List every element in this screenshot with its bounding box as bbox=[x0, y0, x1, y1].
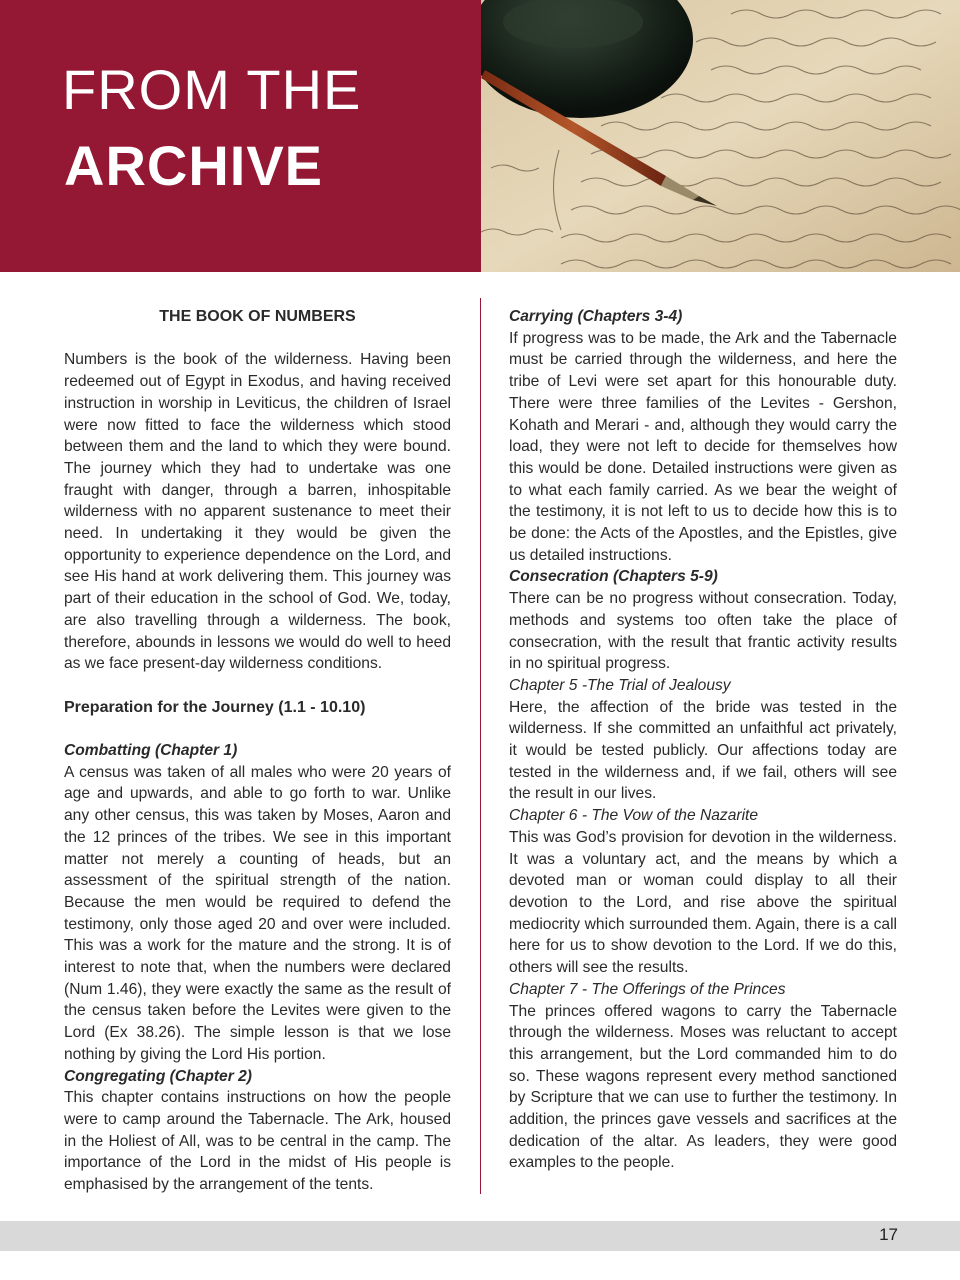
chapter6-heading: Chapter 6 - The Vow of the Nazarite bbox=[509, 807, 759, 825]
right-column bbox=[509, 306, 897, 1174]
chapter7-heading: Chapter 7 - The Offerings of the Princes bbox=[509, 980, 786, 998]
intro-paragraph: Numbers is the book of the wilderness. Having been redeemed out of Egypt in Exodus, and having received instruction in worship in Leviticus, the children of Israel were now fitted to face the wilderness which stood between them and the land to which they were bound. The journey which they had to undertake was one fraught with danger, through a barren, inhospitable wilderness with no apparent sustenance to meet their need. In undertaking it they would be given the opportunity to experience dependence on the Lord, and see His hand at work delivering them. This journey was part of their education in the school of God. We, today, are also travelling through a wilderness. The book, therefore, abounds in lessons we would do well to heed as we face present-day wilderness conditions. bbox=[64, 351, 451, 673]
combatting-paragraph: A census was taken of all males who were 20 years of age and upwards, and able to go forth to war. Unlike any other census, this was taken by Moses, Aaron and the 12 princes of the tribes. We see in this important matter not merely a counting of heads, but an assessment of the spiritual strength of the nation. Because the men would be required to defend the testimony, only those aged 20 and over were included. This was a work for the mature and the strong. It is of interest to note that, when the numbers were declared (Num 1.46), they were exactly the same as the result of the census taken before the Levites were given to the Lord (Ex 38.26). The simple lesson is that we lose nothing by giving the Lord His portion. bbox=[64, 763, 451, 1063]
consecration-heading: Consecration (Chapters 5-9) bbox=[509, 568, 718, 586]
carrying-heading: Carrying (Chapters 3-4) bbox=[509, 308, 683, 325]
column-divider bbox=[480, 298, 481, 1194]
footer-bar bbox=[0, 1221, 960, 1251]
consecration-paragraph: There can be no progress without consecration. Today, methods and systems too often take the place of consecration, with the result that frantic activity results in no spiritual progress. bbox=[509, 590, 897, 673]
section-title-line2: ARCHIVE bbox=[64, 134, 324, 197]
section-heading: Preparation for the Journey (1.1 - 10.10) bbox=[64, 698, 366, 716]
combatting-heading: Combatting (Chapter 1) bbox=[64, 742, 238, 760]
congregating-heading: Congregating (Chapter 2) bbox=[64, 1067, 252, 1085]
congregating-paragraph: This chapter contains instructions on how the people were to camp around the Tabernacle. The Ark, housed in the Holiest of All, was to be central in the camp. The importance of the Lord in the midst of His people is emphasised by the arrangement of the tents. bbox=[64, 1089, 451, 1194]
section-title-line1: FROM THE bbox=[62, 58, 362, 121]
article-title: THE BOOK OF NUMBERS bbox=[159, 308, 356, 325]
chapter6-paragraph: This was God’s provision for devotion in the wilderness. It was a voluntary act, and the means by which a devoted man or woman could display to all their devotion to the Lord, and rise above the spiritual mediocrity which surrounded them. Again, there is a call here for us to show devotion to the Lord. If we do this, others will see the results. bbox=[509, 828, 897, 977]
carrying-paragraph: If progress was to be made, the Ark and the Tabernacle must be carried through the wilderness, and here the tribe of Levi were set apart for this honourable duty. There were three families of the Levites - Gershon, Kohath and Merari - and, although they would carry the load, they were not left to decide for themselves how this would be done. Detailed instructions were given as to what each family carried. As we bear the weight of the testimony, it is not left to us to decide how this is to be done: the Acts of the Apostles, and the Epistles, give us detailed instructions. bbox=[509, 329, 897, 564]
header-band bbox=[0, 0, 481, 272]
archive-photo bbox=[481, 0, 960, 272]
page-number: 17 bbox=[879, 1225, 898, 1244]
chapter5-heading: Chapter 5 -The Trial of Jealousy bbox=[509, 676, 731, 694]
left-column bbox=[64, 306, 451, 1196]
chapter5-paragraph: Here, the affection of the bride was tested in the wilderness. If she committed an unfaithful act privately, it would be tested publicly. Our affections today are tested in the wilderness and, if we fail, others will see the result in our lives. bbox=[509, 698, 897, 803]
chapter7-paragraph: The princes offered wagons to carry the Tabernacle through the wilderness. Moses was reluctant to accept this arrangement, but the Lord commanded him to do so. These wagons represent every method sanctioned by Scripture that we can use to further the testimony. In addition, the princes gave vessels and sacrifices at the dedication of the altar. As leaders, they were good examples to the people. bbox=[509, 1002, 897, 1172]
